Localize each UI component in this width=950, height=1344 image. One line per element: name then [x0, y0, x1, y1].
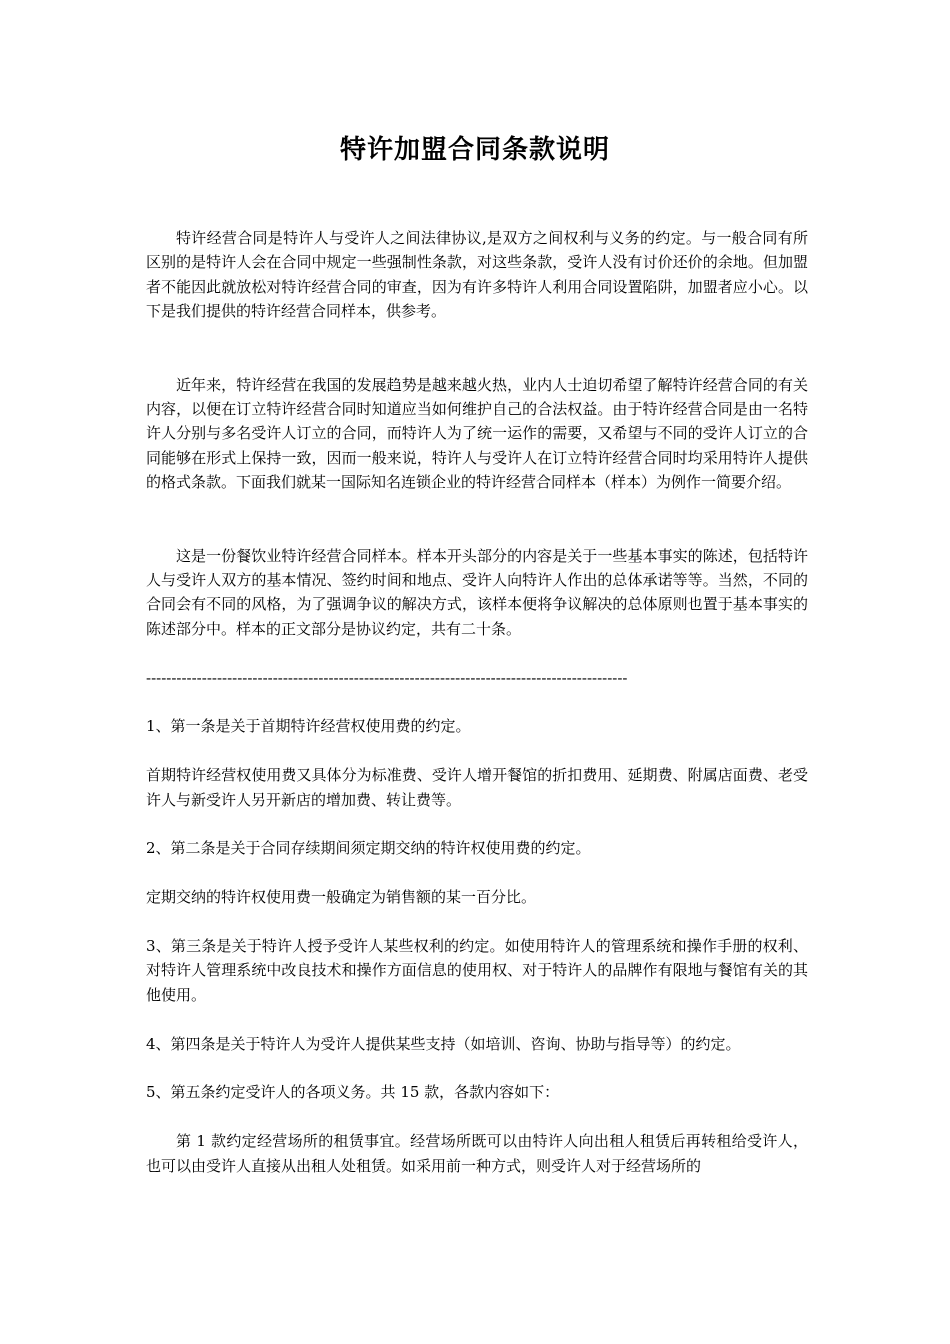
background-paragraph: 近年来，特许经营在我国的发展趋势是越来越火热，业内人士迫切希望了解特许经营合同的有关内容，以便在订立特许经营合同时知道应当如何维护自己的合法权益。由于特许经营合同是由一名特许人分别与多名受许人订立的合同，而特许人为了统一运作的需要，又希望与不同的受许人订立的合同能够在形式上保持一致，因而一般来说，特许人与受许人在订立特许经营合同时均采用特许人提供的格式条款。下面我们就某一国际知名连锁企业的特许经营合同样本（样本）为例作一简要介绍。: [146, 375, 808, 492]
clause-heading-5: 5、第五条约定受许人的各项义务。共 15 款，各款内容如下：: [146, 1083, 560, 1102]
sample-overview-paragraph: 这是一份餐饮业特许经营合同样本。样本开头部分的内容是关于一些基本事实的陈述，包括特许人与受许人双方的基本情况、签约时间和地点、受许人向特许人作出的总体承诺等等。当然，不同的合同会有不同的风格，为了强调争议的解决方式，该样本便将争议解决的总体原则也置于基本事实的陈述部分中。样本的正文部分是协议约定，共有二十条。: [146, 546, 808, 638]
clause-heading-3: 3、第三条是关于特许人授予受许人某些权利的约定。如使用特许人的管理系统和操作手册的权利、对特许人管理系统中改良技术和操作方面信息的使用权、对于特许人的品牌作有限地与餐馆有关的其他使用。: [146, 937, 808, 1004]
clause-detail-1: 首期特许经营权使用费又具体分为标准费、受许人增开餐馆的折扣费用、延期费、附属店面费、老受许人与新受许人另开新店的增加费、转让费等。: [146, 766, 808, 809]
section-divider: -----------------------------------------------------------------------------------------------: [146, 668, 628, 687]
clause-heading-2: 2、第二条是关于合同存续期间须定期交纳的特许权使用费的约定。: [146, 839, 591, 858]
intro-paragraph: 特许经营合同是特许人与受许人之间法律协议,是双方之间权利与义务的约定。与一般合同有所区别的是特许人会在合同中规定一些强制性条款，对这些条款，受许人没有讨价还价的余地。但加盟者不能因此就放松对特许经营合同的审查，因为有许多特许人利用合同设置陷阱，加盟者应小心。以下是我们提供的特许经营合同样本，供参考。: [146, 229, 808, 321]
document-body: [146, 226, 808, 1178]
clause-5-item-1: 第 1 款约定经营场所的租赁事宜。经营场所既可以由特许人向出租人租赁后再转租给受许人，也可以由受许人直接从出租人处租赁。如采用前一种方式，则受许人对于经营场所的: [146, 1132, 808, 1175]
clause-heading-4: 4、第四条是关于特许人为受许人提供某些支持（如培训、咨询、协助与指导等）的约定。: [146, 1034, 741, 1053]
document-title: 特许加盟合同条款说明: [339, 135, 610, 165]
clause-detail-2: 定期交纳的特许权使用费一般确定为销售额的某一百分比。: [146, 888, 537, 907]
clause-heading-1: 1、第一条是关于首期特许经营权使用费的约定。: [146, 717, 471, 736]
